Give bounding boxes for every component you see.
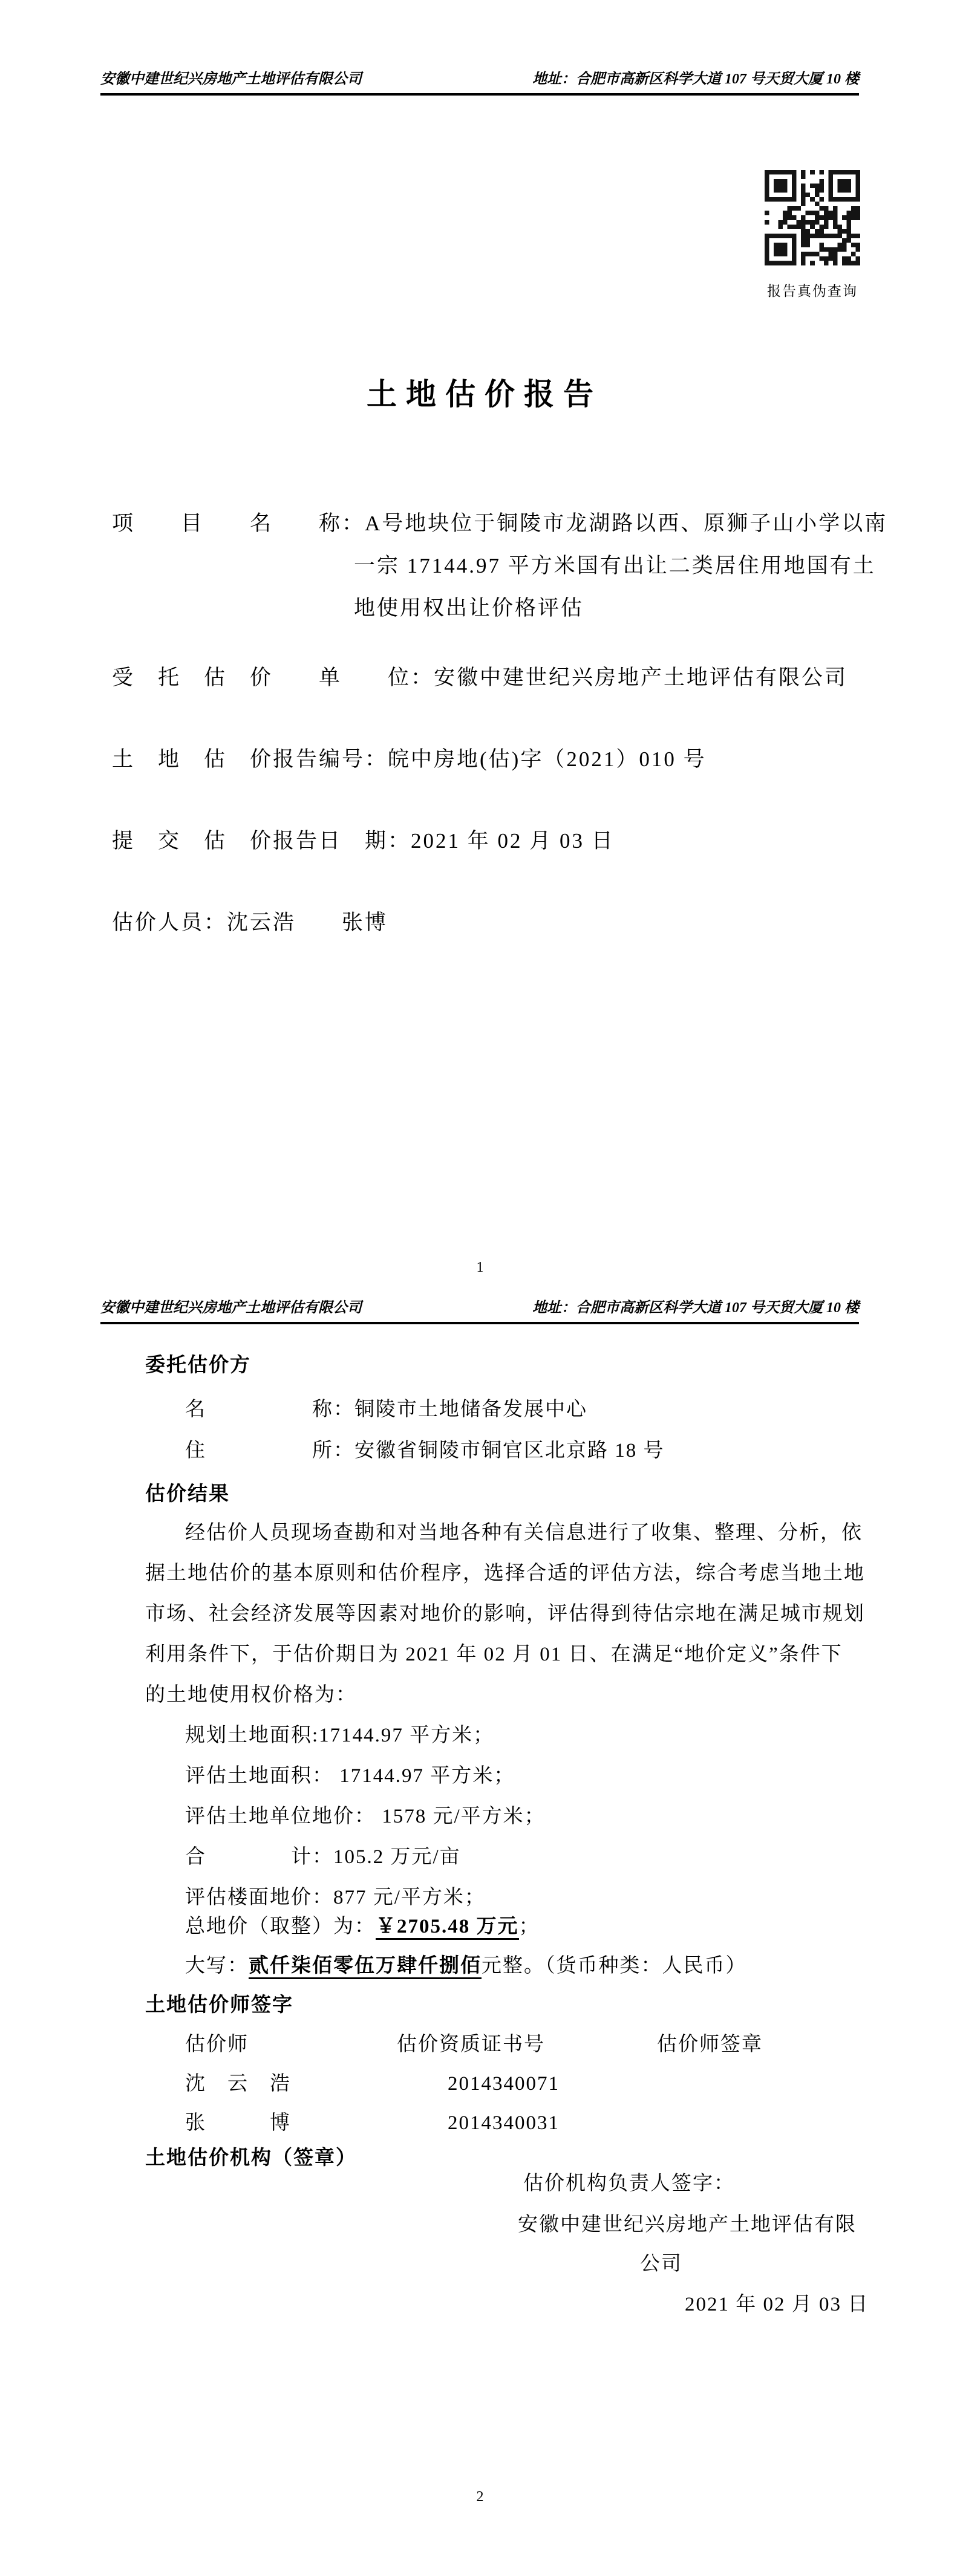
- result-paragraph-line: 利用条件下，于估价期日为 2021 年 02 月 01 日、在满足“地价定义”条件下: [145, 1644, 843, 1665]
- field-submit-date-label: 提 交 估 价报告日 期：: [112, 829, 411, 853]
- report-page-2: [0, 1288, 960, 2576]
- page-number: 1: [476, 1260, 484, 1275]
- signer-seal: [657, 2104, 838, 2143]
- client-name-row: [185, 1390, 587, 1430]
- item-planned-land-area: 规划土地面积:17144.97 平方米；: [185, 1725, 495, 1746]
- uppercase-price-value: 贰仟柒佰零伍万肆仟捌佰: [249, 1955, 482, 1979]
- signers-table: [185, 2025, 838, 2143]
- signer-name: 张 博: [185, 2112, 291, 2134]
- signer-name: 沈 云 浩: [185, 2073, 291, 2095]
- field-project-name-line1: A号地块位于铜陵市龙湖路以西、原狮子山小学以南: [365, 512, 888, 535]
- field-appraisers-label: 估价人员：: [112, 911, 227, 934]
- page-number: 2: [476, 2489, 484, 2505]
- org-name-line2: 公司: [640, 2253, 682, 2275]
- qr-code-icon: [765, 170, 860, 265]
- signer-certificate: 2014340071: [448, 2073, 560, 2095]
- result-paragraph: [145, 1513, 865, 1716]
- total-price-suffix: ；: [518, 1916, 540, 1937]
- uppercase-price-label: 大写：: [185, 1955, 249, 1977]
- org-name-line1: 安徽中建世纪兴房地产土地评估有限: [518, 2214, 857, 2236]
- client-address-value: 安徽省铜陵市铜官区北京路 18 号: [354, 1440, 665, 1462]
- client-address-row: [185, 1431, 665, 1471]
- field-entrusted-unit: [112, 657, 847, 699]
- field-project-name-line2: 一宗 17144.97 平方米国有出让二类居住用地国有土: [354, 554, 876, 577]
- client-name-value: 铜陵市土地储备发展中心: [354, 1399, 587, 1420]
- field-submit-date-value: 2021 年 02 月 03 日: [411, 829, 615, 853]
- field-entrusted-unit-label: 受 托 估 价 单 位：: [112, 666, 434, 689]
- field-report-number-label: 土 地 估 价报告编号：: [112, 747, 388, 771]
- page-header: [100, 67, 859, 96]
- total-price-value: ￥2705.48 万元: [376, 1916, 519, 1940]
- org-sign-date: 2021 年 02 月 03 日: [685, 2294, 869, 2315]
- qr-caption: 报告真伪查询: [767, 284, 858, 299]
- col-appraiser: 估价师: [185, 2034, 249, 2055]
- item-floor-price: 评估楼面地价：877 元/平方米；: [185, 1887, 486, 1908]
- result-paragraph-line: 的土地使用权价格为：: [145, 1684, 357, 1706]
- client-name-label: 名 称：: [185, 1399, 354, 1420]
- header-address: 地址：合肥市高新区科学大道 107 号天贸大厦 10 楼: [532, 71, 859, 87]
- item-assessed-land-area: 评估土地面积： 17144.97 平方米；: [185, 1765, 515, 1787]
- header-company-name: 安徽中建世纪兴房地产土地评估有限公司: [100, 1300, 362, 1316]
- field-submit-date: [112, 820, 615, 862]
- uppercase-price-suffix: 元整。（货币种类：人民币）: [482, 1955, 747, 1977]
- field-project-name: [112, 503, 887, 629]
- page-header: [100, 1295, 859, 1324]
- result-paragraph-line: 市场、社会经济发展等因素对地价的影响，评估得到待估宗地在满足城市规划: [145, 1603, 865, 1625]
- total-price-line: [185, 1907, 540, 1947]
- item-unit-land-price: 评估土地单位地价： 1578 元/平方米；: [185, 1806, 546, 1827]
- field-project-name-label: 项 目 名 称：: [112, 512, 365, 535]
- result-paragraph-line: 经估价人员现场查勘和对当地各种有关信息进行了收集、整理、分析，依: [185, 1522, 863, 1544]
- header-company-name: 安徽中建世纪兴房地产土地评估有限公司: [100, 71, 362, 87]
- signer-certificate: 2014340031: [448, 2112, 560, 2134]
- valuation-items: [185, 1716, 546, 1918]
- total-price-label: 总地价（取整）为：: [185, 1916, 376, 1937]
- col-appraiser-seal: 估价师签章: [657, 2034, 763, 2055]
- signers-section-heading: 土地估价师签字: [145, 1994, 293, 2016]
- org-section-heading: 土地估价机构（签章）: [145, 2147, 357, 2169]
- report-title: 土地估价报告: [367, 377, 602, 411]
- org-responsible-sign-label: 估价机构负责人签字：: [523, 2173, 735, 2194]
- field-report-number: [112, 738, 707, 781]
- signers-table-header-row: [185, 2025, 838, 2064]
- signer-row: [185, 2064, 838, 2104]
- field-appraisers: [112, 902, 388, 944]
- field-report-number-value: 皖中房地(估)字（2021）010 号: [388, 747, 707, 771]
- result-paragraph-line: 据土地估价的基本原则和估价程序，选择合适的评估方法，综合考虑当地土地: [145, 1563, 865, 1584]
- header-address: 地址：合肥市高新区科学大道 107 号天贸大厦 10 楼: [532, 1300, 859, 1316]
- signer-row: [185, 2104, 838, 2143]
- qr-block: [765, 170, 860, 300]
- field-entrusted-unit-value: 安徽中建世纪兴房地产土地评估有限公司: [434, 666, 848, 689]
- result-section-heading: 估价结果: [145, 1483, 230, 1505]
- signer-seal: [657, 2064, 838, 2104]
- field-project-name-line3: 地使用权出让价格评估: [354, 596, 584, 620]
- col-certificate-number: 估价资质证书号: [397, 2034, 545, 2055]
- client-address-label: 住 所：: [185, 1440, 354, 1462]
- item-total-per-mu: 合 计：105.2 万元/亩: [185, 1846, 461, 1868]
- client-section-heading: 委托估价方: [145, 1355, 251, 1376]
- field-appraisers-value: 沈云浩 张博: [227, 911, 388, 934]
- uppercase-price-line: [185, 1946, 747, 1986]
